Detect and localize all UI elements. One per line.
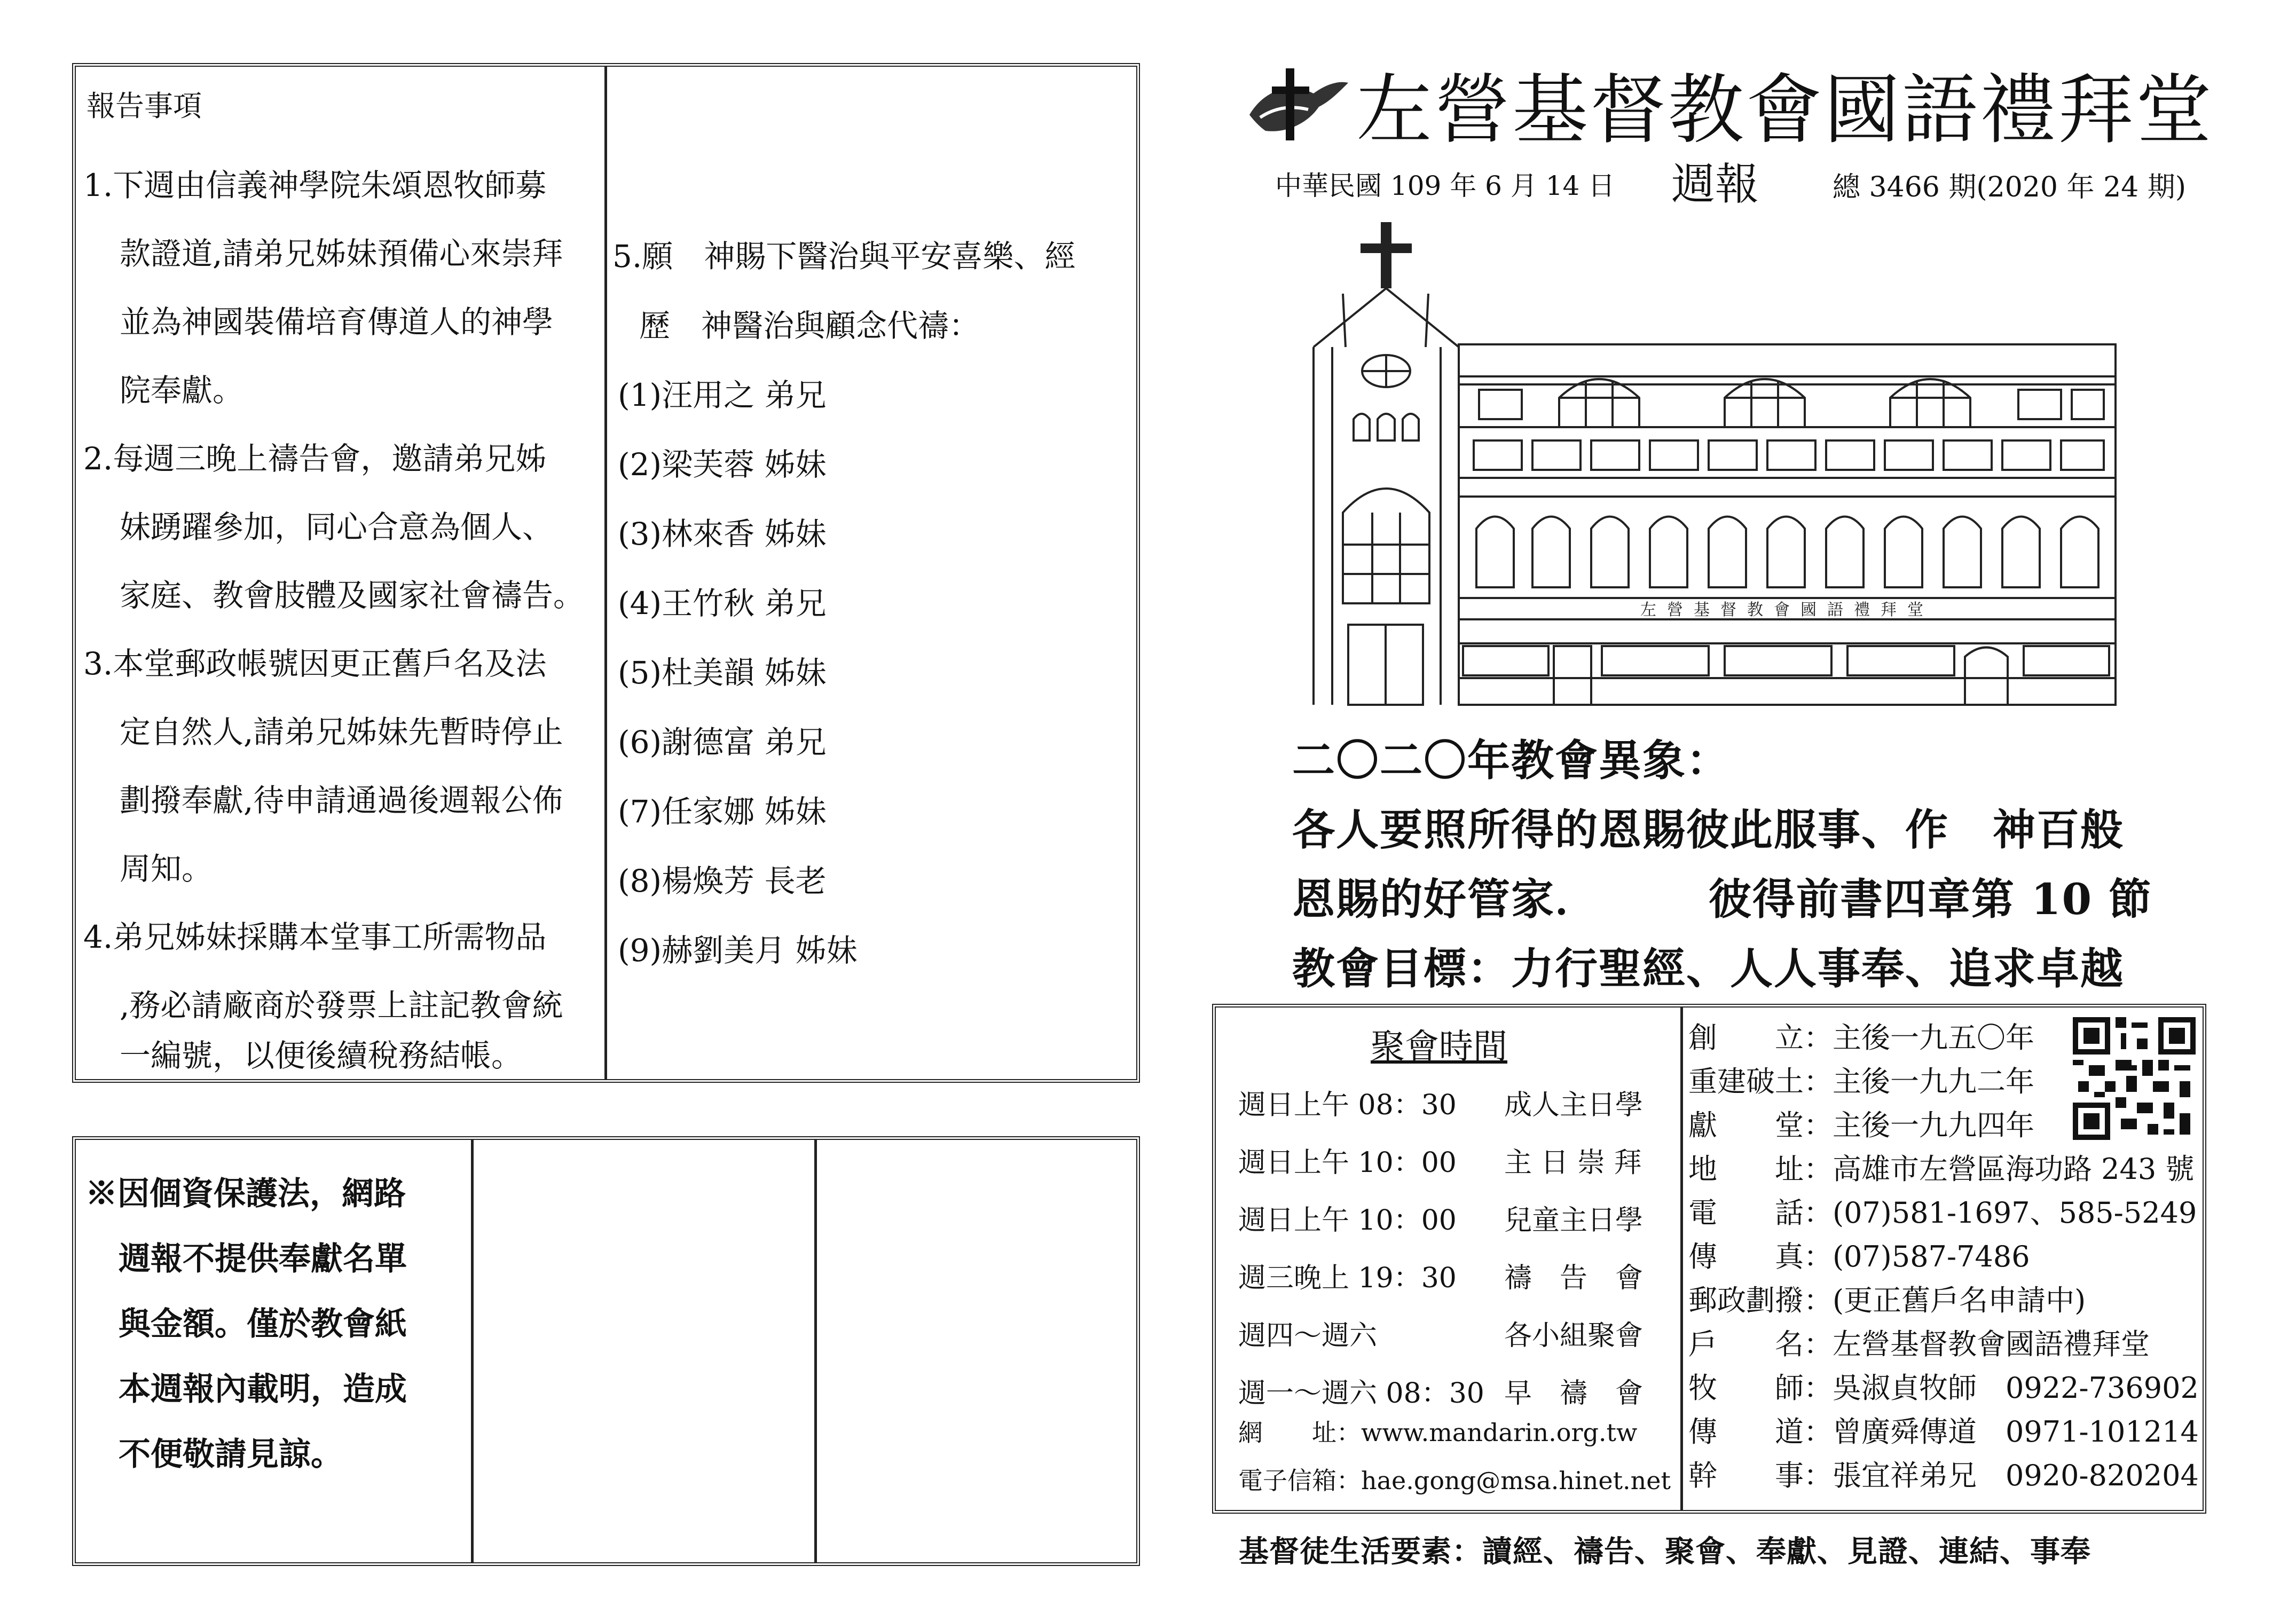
christian-life-essentials: 基督徒生活要素：讀經、禱告、聚會、奉獻、見證、連結、事奉	[1239, 1534, 2091, 1569]
vision-verse: 恩賜的好管家． 彼得前書四章第 10 節	[1292, 874, 2153, 924]
info-line: 傳 道：曾廣舜傳道 0971-101214	[1688, 1415, 2199, 1449]
website-link[interactable]: 網 址：www.mandarin.org.tw	[1238, 1418, 1638, 1447]
qr-code-icon[interactable]	[2073, 1017, 2196, 1140]
announcement-line: 妹踴躍參加，同心合意為個人、	[120, 509, 554, 545]
info-line: 創 立：主後一九五〇年	[1688, 1021, 2034, 1055]
prayer-line: (9)赫劉美月 姊妹	[618, 932, 858, 969]
bulletin-issue: 總 3466 期(2020 年 24 期)	[1833, 171, 2187, 203]
prayer-column	[607, 67, 1136, 1079]
notice-line: 週報不提供奉獻名單	[119, 1240, 407, 1278]
info-line: 重建破土：主後一九九二年	[1688, 1065, 2034, 1098]
cross-icon	[1382, 223, 1390, 287]
building-sign: 左營基督教會國語禮拜堂	[1640, 601, 1934, 619]
info-line: 幹 事：張宜祥弟兄 0920-820204	[1688, 1459, 2199, 1492]
email-link[interactable]: 電子信箱：hae.gong@msa.hinet.net	[1238, 1466, 1671, 1495]
bulletin-title: 週報	[1671, 159, 1759, 210]
offering-divider	[471, 1140, 474, 1562]
prayer-line: 5.願 神賜下醫治與平安喜樂、經	[612, 238, 1076, 274]
prayer-line: (8)楊煥芳 長老	[618, 863, 827, 899]
announcement-line: 款證道,請弟兄姊妹預備心來崇拜	[120, 235, 563, 272]
meeting-time: 週日上午 10：00	[1238, 1205, 1457, 1237]
announcements-box	[72, 63, 1140, 1083]
vision-heading: 二〇二〇年教會異象：	[1292, 735, 1730, 785]
meeting-time: 週四～週六	[1238, 1320, 1378, 1352]
meeting-times-title: 聚會時間	[1371, 1027, 1507, 1067]
meeting-time: 週三晚上 19：30	[1238, 1262, 1457, 1294]
offering-box	[72, 1136, 1140, 1566]
info-line: 郵政劃撥：(更正舊戶名申請中)	[1688, 1284, 2086, 1317]
bulletin-date: 中華民國 109 年 6 月 14 日	[1275, 170, 1615, 201]
church-info	[1683, 1008, 2204, 1510]
meeting-time: 週一～週六 08：30	[1238, 1378, 1484, 1410]
notice-line: ※因個資保護法，網路	[85, 1175, 406, 1213]
info-line: 獻 堂：主後一九九四年	[1688, 1108, 2034, 1142]
offering-divider	[814, 1140, 817, 1562]
meeting-name: 禱 告 會	[1504, 1262, 1644, 1294]
church-logo	[1244, 64, 1351, 144]
meeting-name: 各小組聚會	[1504, 1320, 1644, 1352]
announcement-line: 周知。	[120, 851, 213, 887]
announcement-line: 劃撥奉獻,待申請通過後週報公佈	[120, 782, 563, 819]
meeting-name: 兒童主日學	[1504, 1205, 1644, 1237]
info-line: 地 址：高雄市左營區海功路 243 號	[1688, 1152, 2195, 1186]
notice-line: 不便敬請見諒。	[119, 1436, 343, 1473]
prayer-line: (7)任家娜 姊妹	[618, 793, 827, 830]
announcement-line: 2.每週三晚上禱告會，邀請弟兄姊	[83, 440, 547, 477]
prayer-line: (2)梁芙蓉 姊妹	[618, 446, 827, 483]
meeting-times	[1216, 1008, 1680, 1510]
info-line: 電 話：(07)581-1697、585-5249	[1688, 1196, 2197, 1230]
prayer-line: (3)林來香 姊妹	[618, 516, 827, 552]
announcement-line: 並為神國裝備培育傳道人的神學	[120, 304, 554, 340]
meeting-name: 主 日 崇 拜	[1504, 1147, 1642, 1179]
vision-text: 各人要照所得的恩賜彼此服事、作 神百般	[1292, 805, 2124, 855]
meeting-time: 週日上午 10：00	[1238, 1147, 1457, 1179]
info-line: 傳 真：(07)587-7486	[1688, 1240, 2030, 1273]
notice-line: 本週報內載明，造成	[119, 1371, 407, 1408]
announcement-line: 一編號，以便後續稅務結帳。	[120, 1037, 523, 1074]
meeting-info-box	[1212, 1004, 2206, 1514]
meeting-time: 週日上午 08：30	[1238, 1089, 1457, 1121]
church-building-drawing	[1303, 214, 2136, 721]
announcement-line: 4.弟兄姊妹採購本堂事工所需物品	[83, 919, 547, 955]
info-line: 牧 師：吳淑貞牧師 0922-736902	[1688, 1371, 2199, 1405]
dove-cross-icon	[1244, 64, 1351, 144]
meeting-name: 成人主日學	[1504, 1089, 1644, 1121]
announcement-line: 院奉獻。	[120, 372, 244, 408]
info-line: 戶 名：左營基督教會國語禮拜堂	[1688, 1327, 2150, 1361]
announcement-line: ,務必請廠商於發票上註記教會統	[120, 987, 563, 1024]
announcements-heading: 報告事項	[87, 89, 202, 123]
prayer-line: (1)汪用之 弟兄	[618, 377, 827, 413]
prayer-line: (6)謝德富 弟兄	[618, 724, 827, 760]
announcement-line: 3.本堂郵政帳號因更正舊戶名及法	[83, 646, 547, 682]
prayer-line: (5)杜美韻 姊妹	[618, 655, 827, 691]
announcement-line: 1.下週由信義神學院朱頌恩牧師募	[83, 167, 547, 203]
prayer-line: (4)王竹秋 弟兄	[618, 585, 827, 621]
prayer-line: 歷 神醫治與顧念代禱：	[639, 308, 980, 344]
meeting-name: 早 禱 會	[1504, 1378, 1644, 1410]
notice-line: 與金額。僅於教會紙	[119, 1305, 407, 1343]
announcement-line: 定自然人,請弟兄姊妹先暫時停止	[120, 714, 563, 750]
church-name-title: 左營基督教會國語禮拜堂	[1356, 66, 2214, 154]
announcements-column	[76, 67, 604, 1079]
announcement-line: 家庭、教會肢體及國家社會禱告。	[120, 577, 585, 613]
privacy-notice	[76, 1140, 471, 1562]
church-goals: 教會目標：力行聖經、人人事奉、追求卓越	[1292, 943, 2124, 994]
